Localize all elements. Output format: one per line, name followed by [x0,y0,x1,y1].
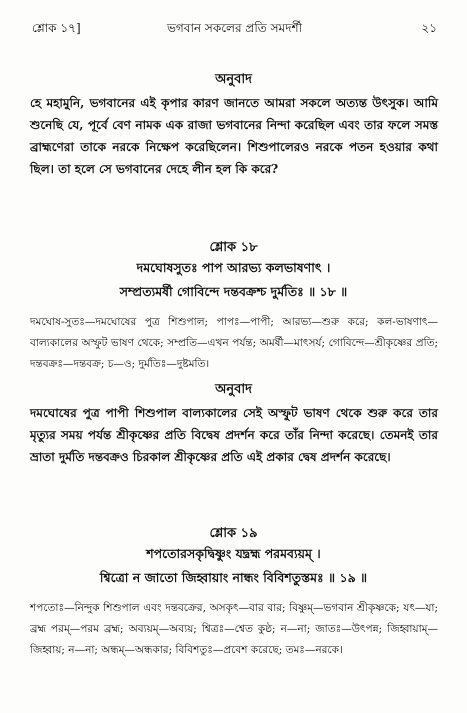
verse-19-line-1: শপতোরসকৃদ্বিষ্ণুং যদ্ব্রহ্ম পরমব্যয়ম্ । [146,546,321,561]
verse-18-translation-heading: অনুবাদ [215,382,252,397]
translation-heading: অনুবাদ [215,72,252,87]
verse-19-text [0,542,467,590]
verse-18-line-2: সম্প্রত্যমর্ষী গোবিন্দে দন্তবক্রশ্চ দুর্মতিঃ ॥ ১৮ ॥ [119,284,348,299]
header-page-number: ২১ [421,21,437,35]
translation-text: হে মহামুনি, ভগবানের এই কৃপার কারণ জানতে আমরা সকলে অত্যন্ত উৎসুক। আমি শুনেছি যে, পূর্বে বেণ নামক এক রাজা ভগবানের নিন্দা করেছিল এবং তার ফলে সমস্ত ব্রাহ্মণেরা তাকে নরকে নিক্ষেপ করেছিলেন। শিশুপালেরও নরকে পতন হওয়ার কথা ছিল। তা হলে সে ভগবানের দেহে লীন হল কি করে? [30,96,438,176]
header-verse-ref: শ্লোক ১৭] [32,21,81,35]
verse-18-heading: শ্লোক ১৮ [209,240,258,255]
verse-19-heading: শ্লোক ১৯ [209,526,258,541]
page-header [32,20,437,40]
verse-18-line-1: দমঘোষসুতঃ পাপ আরভ্য কলভাষণাৎ । [136,260,331,275]
verse-18-translation: দমঘোষের পুত্র পাপী শিশুপাল বাল্যকালের সেই অস্ফুট ভাষণ থেকে শুরু করে তার মৃত্যুর সময় পর্যন্ত শ্রীকৃষ্ণের প্রতি বিদ্বেষ প্রদর্শন করে তাঁর নিন্দা করেছে। তেমনই তার ভ্রাতা দুর্মতি দন্তবক্রও চিরকাল শ্রীকৃষ্ণের প্রতি এই প্রকার দ্বেষ প্রদর্শন করেছে। [30,406,438,464]
header-chapter-title: ভগবান সকলের প্রতি সমদর্শী [166,21,303,35]
verse-18-text [0,256,467,304]
verse-19-synonyms: শপতোঃ—নিন্দুক শিশুপাল এবং দন্তবক্রের, অসকৃৎ—বার বার; বিষ্ণুম্—ভগবান শ্রীকৃষ্ণকে; যৎ—যা; ব্রহ্ম পরম্—পরম ব্রহ্ম; অব্যয়ম্—অব্যয়; শ্বিত্রঃ—শ্বেত কুষ্ঠ; ন—না; জাতঃ—উৎপন্ন; জিহ্বায়াম্—জিহ্বায়; ন—না; অন্ধম্—অন্ধকার; বিবিশতুঃ—প্রবেশ করেছে; তমঃ—নরকে। [30,602,438,656]
verse-19-line-2: শ্বিত্রো ন জাতো জিহ্বায়াং নান্ধং বিবিশতুস্তমঃ ॥ ১৯ ॥ [99,570,368,585]
verse-18-synonyms: দমঘোষ-সুতঃ—দমঘোষের পুত্র শিশুপাল; পাপঃ—পাপী; আরভ্য—শুরু করে; কল-ভাষণাৎ—বাল্যকালের অস্ফুট ভাষণ থেকে; সম্প্রতি—এখন পর্যন্ত; অমর্ষী—মাৎসর্য; গোবিন্দে—শ্রীকৃষ্ণের প্রতি; দন্তবক্রঃ—দন্তবক্র; চ—ও; দুর্মতিঃ—দুষ্টমতি। [30,316,438,370]
